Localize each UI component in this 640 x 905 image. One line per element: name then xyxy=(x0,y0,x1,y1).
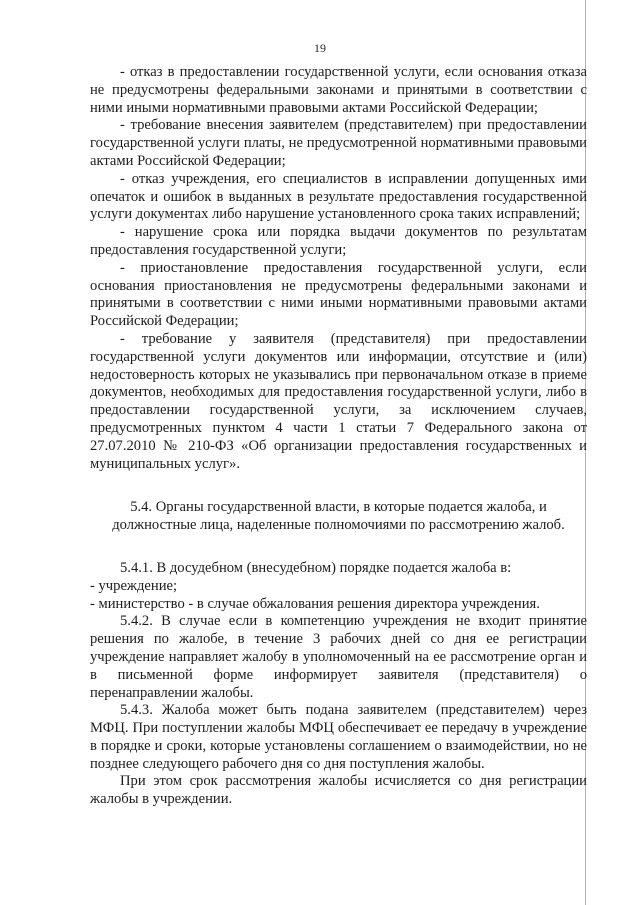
list-item-ministry: - министерство - в случае обжалования решения директора учреждения. xyxy=(90,595,540,612)
list-item-issuance-violation: - нарушение срока или порядка выдачи документов по результатам предоставления государственной услуги; xyxy=(90,224,587,258)
paragraph-term-note: При этом срок рассмотрения жалобы исчисляется со дня регистрации жалобы в учреждении. xyxy=(90,773,587,808)
paragraph-5-4-1: 5.4.1. В досудебном (внесудебном) порядке подается жалоба в: xyxy=(120,559,512,576)
list-item-correction-refusal: - отказ учреждения, его специалистов в исправлении допущенных ими опечаток и ошибок в выданных в результате предоставления государственной услуги документах либо нарушение установленного срока таких исправлений; xyxy=(90,170,587,223)
paragraph-5-4-2: 5.4.2. В случае если в компетенцию учреждения не входит принятие решения по жалобе, в течение 3 рабочих дней со дня ее регистрации учреждение направляет жалобу в уполномоченный на ее рассмотрение орган и в письменной форме информирует заявителя (представителя) о перенаправлении жалобы. xyxy=(90,613,587,701)
paragraph-5-4-3: 5.4.3. Жалоба может быть подана заявителем (представителем) через МФЦ. При поступлении жалобы МФЦ обеспечивает ее передачу в учреждение в порядке и сроки, которые установлены соглашением о взаимодействии, но не позднее следующего рабочего дня со дня поступления жалобы. xyxy=(90,702,587,772)
list-item-institution: - учреждение; xyxy=(90,577,178,594)
document-body xyxy=(90,64,587,809)
list-item-refusal: - отказ в предоставлении государственной услуги, если основания отказа не предусмотрены федеральными законами и принятыми в соответствии с ними иными нормативными правовыми актами Российской Федерации; xyxy=(90,64,587,116)
section-heading: 5.4. Органы государственной власти, в которые подается жалоба, и должностные лица, наделенные полномочиями по рассмотрению жалоб. xyxy=(112,499,565,534)
list-item-fee-demand: - требование внесения заявителем (представителем) при предоставлении государственной услуги платы, не предусмотренной нормативными правовыми актами Российской Федерации; xyxy=(90,117,587,169)
list-item-suspension: - приостановление предоставления государственной услуги, если основания приостановления не предусмотрены федеральными законами и принятыми в соответствии с ними иными нормативными правовыми актами Российской Федерации; xyxy=(90,259,587,330)
list-item-document-demand: - требование у заявителя (представителя) при предоставлении государственной услуги документов или информации, отсутствие и (или) недостоверность которых не указывались при первоначальном отказе в приеме документов, необходимых для предоставления государственной услуги, либо в предоставлении государственной услуги, за исключением случаев, предусмотренных пунктом 4 части 1 статьи 7 Федерального закона от 27.07.2010 № 210-ФЗ «Об организации предоставления государственных и муниципальных услуг». xyxy=(90,330,587,472)
page-number: 19 xyxy=(314,41,326,55)
